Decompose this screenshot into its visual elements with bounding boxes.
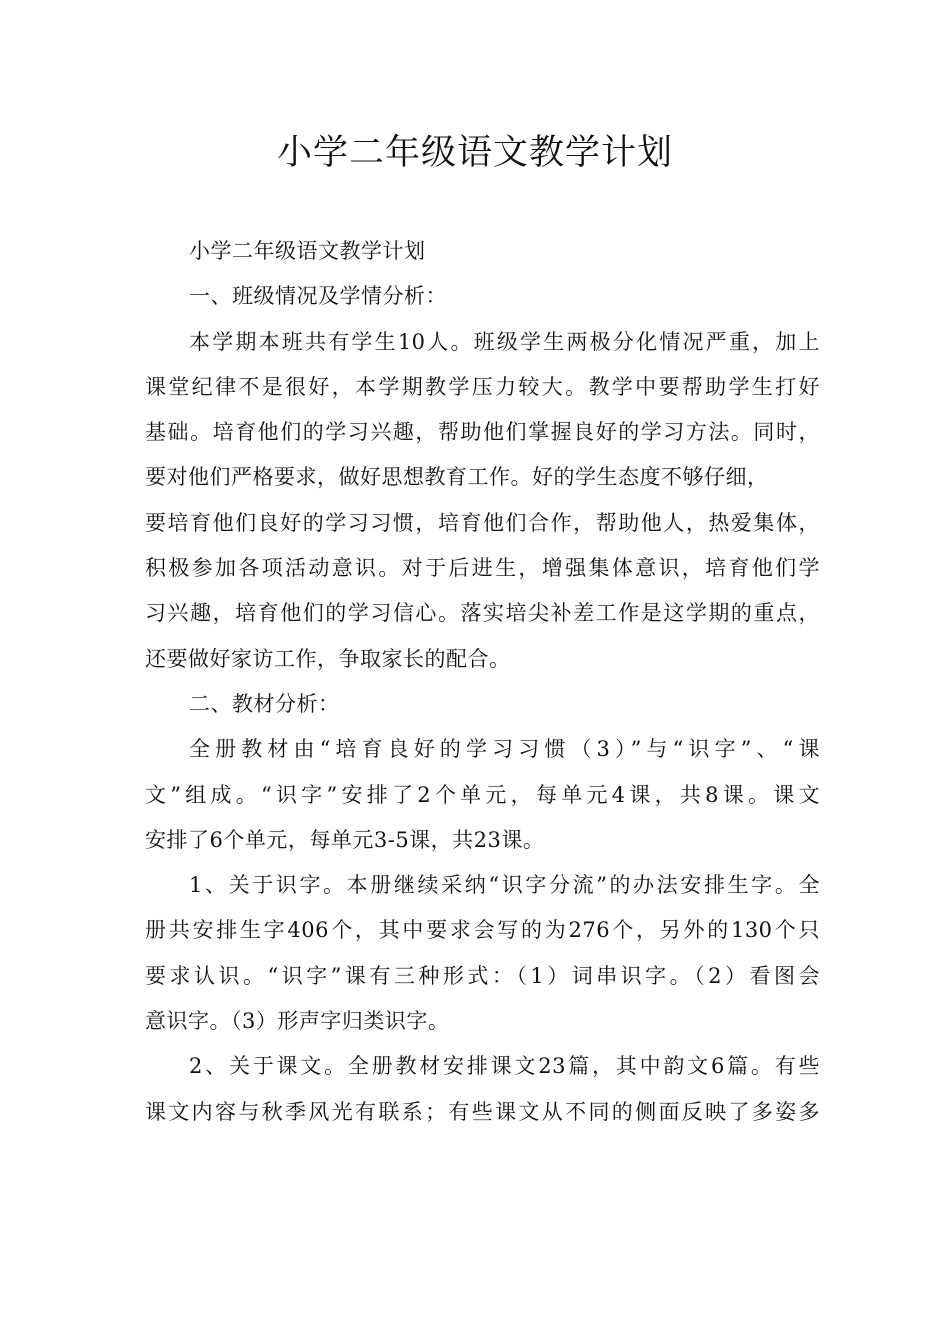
section-heading: 二、教材分析：: [189, 691, 340, 716]
body-line: 2、关于课文。全册教材安排课文23篇，其中韵文6篇。有些: [189, 1054, 820, 1079]
body-line: 全册教材由“培育良好的学习习惯（3）”与“识字”、“课: [189, 737, 820, 762]
body-line: 意识字。（3）形声字归类识字。: [145, 1009, 450, 1034]
document-body: [145, 229, 820, 1135]
body-line: 积极参加各项活动意识。对于后进生，增强集体意识，培育他们学: [145, 556, 820, 581]
body-line: 基础。培育他们的学习兴趣，帮助他们掌握良好的学习方法。同时，: [145, 420, 820, 445]
body-line: 课堂纪律不是很好，本学期教学压力较大。教学中要帮助学生打好: [145, 374, 820, 399]
body-line: 册共安排生字406个，其中要求会写的为276个，另外的130个只: [145, 918, 820, 943]
body-line: 要对他们严格要求，做好思想教育工作。好的学生态度不够仔细，: [145, 465, 769, 490]
body-line: 文”组成。“识字”安排了2个单元，每单元4课，共8课。课文: [145, 782, 820, 807]
body-line: 安排了6个单元，每单元3-5课，共23课。: [145, 827, 545, 852]
body-line: 课文内容与秋季风光有联系；有些课文从不同的侧面反映了多姿多: [145, 1099, 820, 1124]
body-line: 要培育他们良好的学习习惯，培育他们合作，帮助他人，热爱集体，: [145, 510, 820, 535]
body-line: 习兴趣，培育他们的学习信心。落实培尖补差工作是这学期的重点，: [145, 601, 820, 626]
body-line: 小学二年级语文教学计划: [189, 239, 426, 263]
body-line: 1、关于识字。本册继续采纳“识字分流”的办法安排生字。全: [189, 873, 820, 898]
section-heading: 一、班级情况及学情分析：: [189, 284, 447, 309]
body-line: 还要做好家访工作，争取家长的配合。: [145, 646, 511, 671]
body-line: 要求认识。“识字”课有三种形式：（1）词串识字。（2）看图会: [145, 963, 820, 988]
body-line: 本学期本班共有学生10人。班级学生两极分化情况严重，加上: [189, 329, 820, 354]
document-title: 小学二年级语文教学计划: [276, 133, 673, 173]
